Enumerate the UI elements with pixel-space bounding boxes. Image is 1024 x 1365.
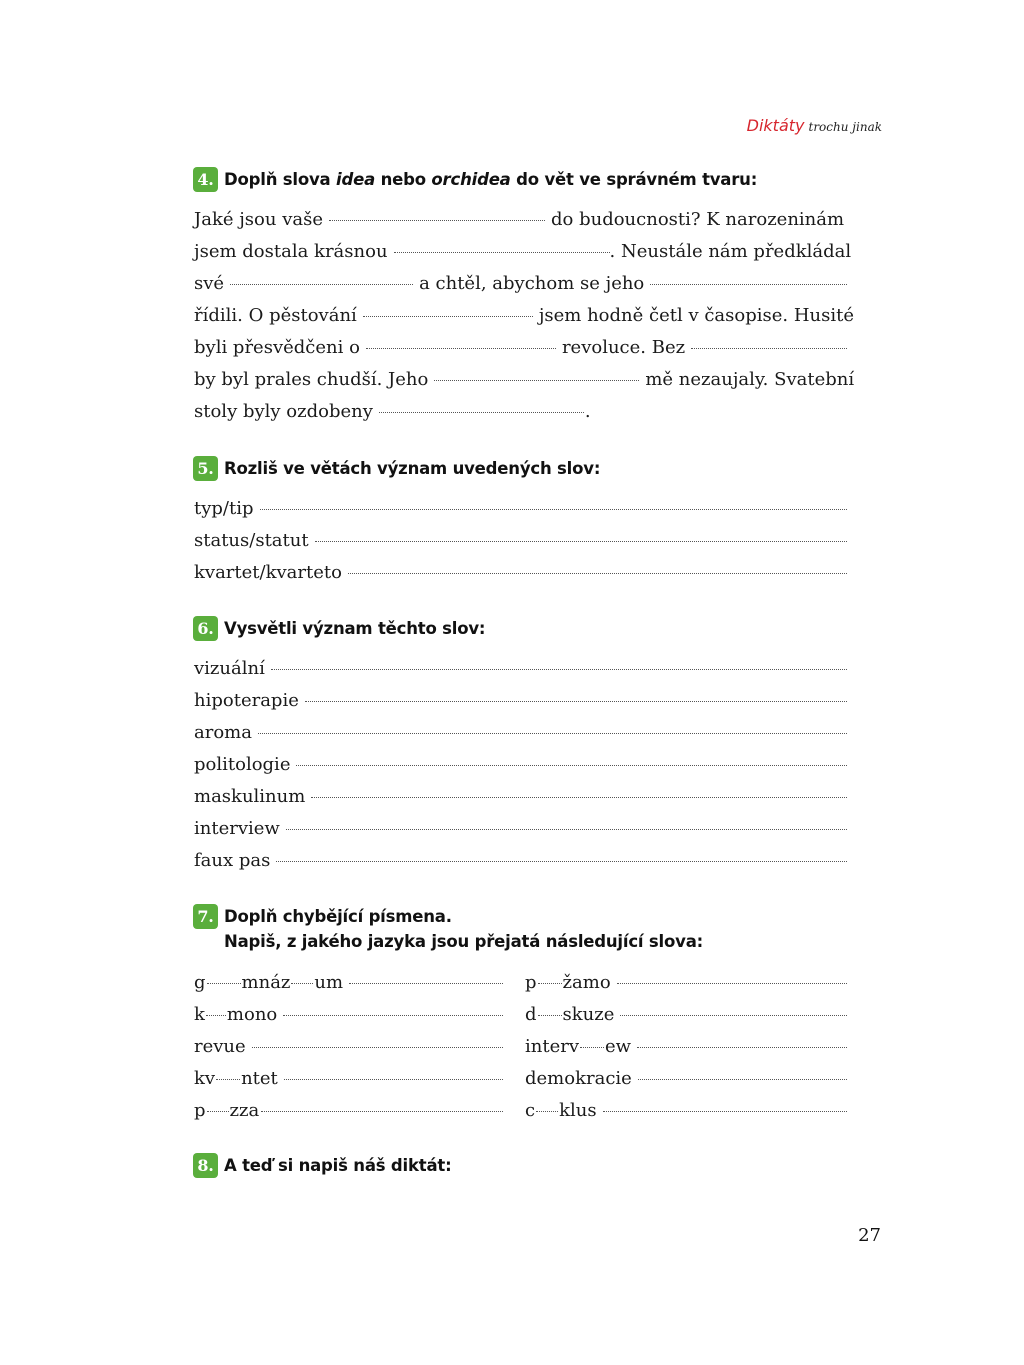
line-text: . [584, 401, 591, 422]
task-7-heading-line-1: Doplň chybějící písmena. [224, 907, 452, 926]
answer-blank[interactable] [691, 348, 847, 349]
task-4-line [194, 305, 854, 329]
language-blank[interactable] [638, 1079, 847, 1080]
word-fragment: g [194, 972, 206, 993]
task-4-line [194, 241, 852, 265]
task-5-heading [193, 456, 600, 481]
running-header [747, 116, 882, 135]
word-fragment: ntet [241, 1068, 278, 1089]
line-text: mě nezaujaly. Svatební [645, 369, 855, 390]
answer-blank[interactable] [379, 412, 584, 413]
task-7-word-line [194, 1100, 503, 1124]
language-blank[interactable] [252, 1047, 503, 1048]
task-7-word-line [194, 1036, 503, 1060]
language-blank[interactable] [349, 983, 503, 984]
letter-blank[interactable] [207, 983, 241, 984]
task-7-word-line [525, 972, 847, 996]
word-fragment: mnáz [241, 972, 291, 993]
running-header-subtitle: trochu jinak [808, 120, 882, 134]
word-label: politologie [194, 754, 291, 775]
task-6-line [194, 658, 847, 682]
task-4-heading [193, 167, 757, 192]
word-fragment: mono [226, 1004, 278, 1025]
answer-blank[interactable] [305, 701, 847, 702]
task-6-line [194, 722, 847, 746]
language-blank[interactable] [261, 1111, 503, 1112]
word-label: hipoterapie [194, 690, 299, 711]
task-4-line [194, 401, 847, 425]
line-text: revoluce. Bez [561, 337, 686, 358]
language-blank[interactable] [617, 983, 847, 984]
task-7-heading-line-2: Napiš, z jakého jazyka jsou přejatá následující slova: [224, 932, 704, 951]
line-text: řídili. O pěstování [194, 305, 357, 326]
task-5-line [194, 498, 847, 522]
letter-blank[interactable] [538, 1015, 562, 1016]
answer-blank[interactable] [271, 669, 847, 670]
word-fragment: um [314, 972, 344, 993]
answer-blank[interactable] [394, 252, 610, 253]
language-blank[interactable] [283, 1015, 503, 1016]
answer-blank[interactable] [650, 284, 847, 285]
task-6-line [194, 850, 847, 874]
answer-blank[interactable] [311, 797, 847, 798]
word-fragment: p [525, 972, 537, 993]
word-fragment: zza [229, 1100, 260, 1121]
word-fragment: k [194, 1004, 205, 1025]
letter-blank[interactable] [536, 1111, 558, 1112]
task-4-line [194, 273, 847, 297]
line-text: stoly byly ozdobeny [194, 401, 373, 422]
line-text: . Neustále nám předkládal [609, 241, 852, 262]
task-4-heading-part: do vět ve správném tvaru: [510, 170, 758, 189]
word-label: typ/tip [194, 498, 254, 519]
task-number-badge: 4. [193, 167, 218, 192]
word-fragment: žamo [562, 972, 611, 993]
answer-blank[interactable] [315, 541, 847, 542]
letter-blank[interactable] [207, 1111, 229, 1112]
task-7-word-line [194, 972, 503, 996]
word-fragment: interv [525, 1036, 580, 1057]
line-text: by byl prales chudší. Jeho [194, 369, 429, 390]
line-text: jsem dostala krásnou [194, 241, 388, 262]
word-label: aroma [194, 722, 252, 743]
word-fragment: d [525, 1004, 537, 1025]
answer-blank[interactable] [296, 765, 847, 766]
letter-blank[interactable] [580, 1047, 604, 1048]
letter-blank[interactable] [216, 1079, 240, 1080]
task-5-heading-text: Rozliš ve větách význam uvedených slov: [224, 459, 601, 478]
line-text: Jaké jsou vaše [194, 209, 323, 230]
task-4-heading-part: Doplň slova [224, 170, 337, 189]
line-text: do budoucnosti? K narozeninám [551, 209, 845, 230]
task-7-word-line [194, 1004, 503, 1028]
word-fragment: demokracie [525, 1068, 632, 1089]
answer-blank[interactable] [258, 733, 847, 734]
answer-blank[interactable] [348, 573, 847, 574]
task-7-word-line [525, 1100, 847, 1124]
word-fragment: skuze [562, 1004, 615, 1025]
word-fragment: klus [559, 1100, 597, 1121]
line-text: jsem hodně četl v časopise. Husité [538, 305, 854, 326]
task-5-line [194, 530, 847, 554]
letter-blank[interactable] [538, 983, 562, 984]
task-7-word-line [525, 1036, 847, 1060]
task-8-heading [193, 1153, 451, 1178]
word-label: vizuální [194, 658, 265, 679]
task-number-badge: 8. [193, 1153, 218, 1178]
line-text: své [194, 273, 225, 294]
page-number: 27 [858, 1225, 881, 1246]
answer-blank[interactable] [366, 348, 556, 349]
letter-blank[interactable] [206, 1015, 226, 1016]
task-5-line [194, 562, 847, 586]
line-text: a chtěl, abychom se jeho [419, 273, 645, 294]
word-label: maskulinum [194, 786, 306, 807]
task-7-word-line [525, 1068, 847, 1092]
word-fragment: revue [194, 1036, 246, 1057]
word-label: faux pas [194, 850, 271, 871]
task-6-line [194, 786, 847, 810]
word-label: status/statut [194, 530, 309, 551]
task-6-heading-text: Vysvětli význam těchto slov: [224, 619, 486, 638]
task-6-line [194, 754, 847, 778]
word-fragment: c [525, 1100, 536, 1121]
word-fragment: kv [194, 1068, 216, 1089]
running-header-title: Diktáty [746, 116, 805, 135]
task-8-heading-text: A teď si napiš náš diktát: [224, 1156, 452, 1175]
answer-blank[interactable] [230, 284, 413, 285]
task-7-word-line [194, 1068, 503, 1092]
task-4-heading-word-orchidea: orchidea [431, 170, 511, 189]
task-4-heading-word-idea: idea [336, 170, 376, 189]
word-label: kvartet/kvarteto [194, 562, 342, 583]
task-4-line [194, 337, 847, 361]
answer-blank[interactable] [276, 861, 847, 862]
task-4-line [194, 369, 855, 393]
language-blank[interactable] [603, 1111, 847, 1112]
task-4-heading-part: nebo [375, 170, 432, 189]
line-text: byli přesvědčeni o [194, 337, 360, 358]
answer-blank[interactable] [329, 220, 545, 221]
task-number-badge: 7. [193, 904, 218, 929]
answer-blank[interactable] [434, 380, 639, 381]
letter-blank[interactable] [291, 983, 313, 984]
word-fragment: p [194, 1100, 206, 1121]
word-label: interview [194, 818, 280, 839]
task-7-word-line [525, 1004, 847, 1028]
answer-blank[interactable] [286, 829, 847, 830]
task-6-line [194, 690, 847, 714]
word-fragment: ew [605, 1036, 632, 1057]
task-6-line [194, 818, 847, 842]
task-7-heading [193, 904, 452, 929]
language-blank[interactable] [637, 1047, 847, 1048]
task-6-heading [193, 616, 485, 641]
answer-blank[interactable] [260, 509, 847, 510]
task-number-badge: 5. [193, 456, 218, 481]
task-number-badge: 6. [193, 616, 218, 641]
language-blank[interactable] [284, 1079, 503, 1080]
task-4-line [194, 209, 847, 233]
language-blank[interactable] [620, 1015, 847, 1016]
answer-blank[interactable] [363, 316, 533, 317]
